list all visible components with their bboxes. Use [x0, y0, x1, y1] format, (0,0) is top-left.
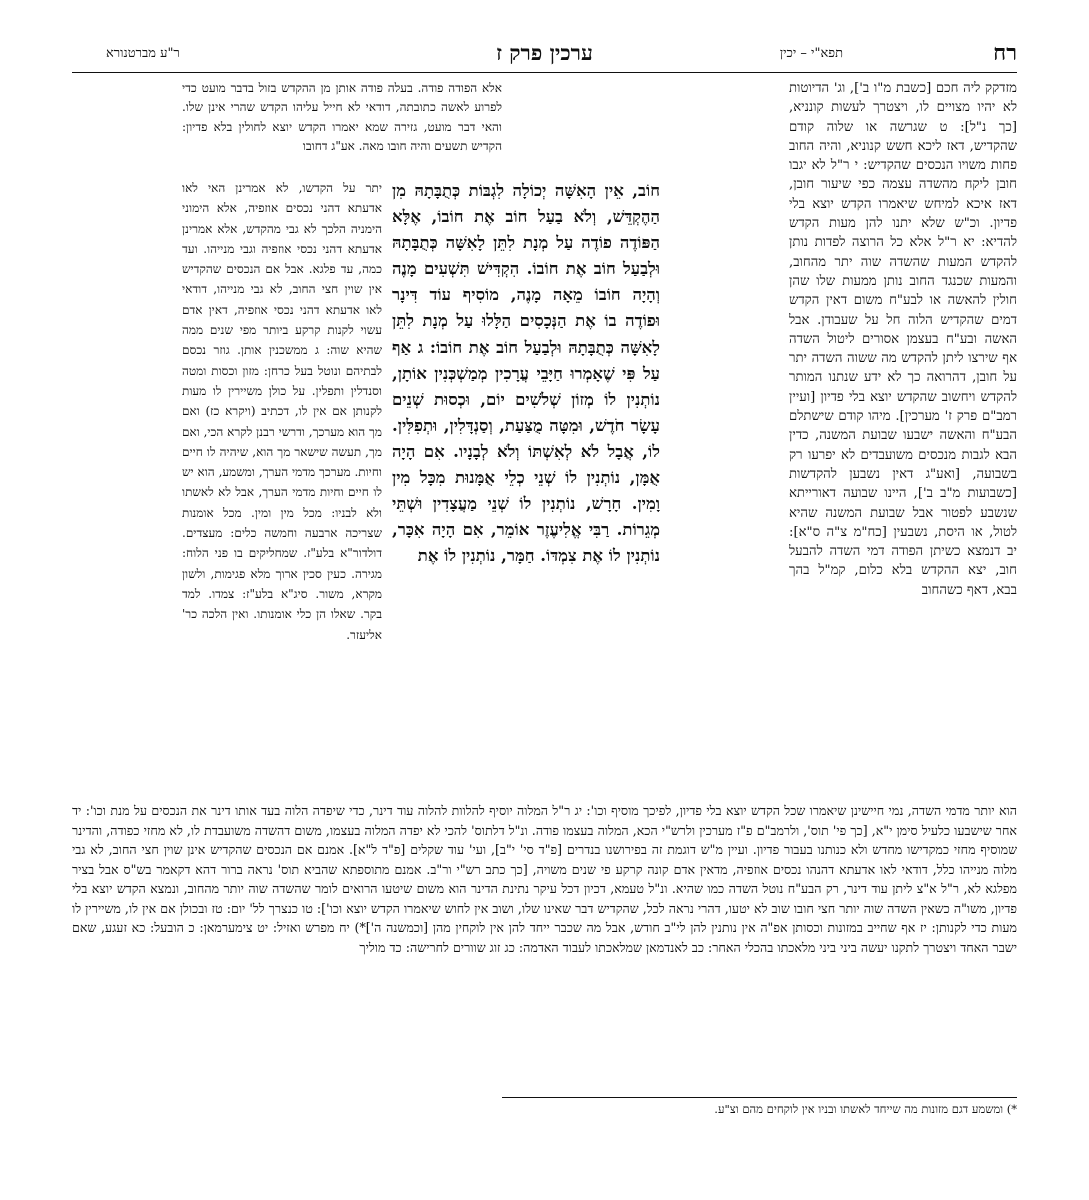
bottom-commentary — [72, 801, 1017, 1081]
footnote-rule — [502, 1097, 1017, 1098]
commentary-range: תפא"י – יכין — [779, 46, 843, 61]
commentary-name: ר"ע מברטנורא — [106, 46, 180, 61]
bartenura-top-text: אלא הפודה פודה. בעלה פודה אותן מן ההקדש בזול בדבר מועט כדי לפרוע לאשה כתובתה, דודאי לא חייל עליהו הקדש שהרי אינן שלו. והאי דבר מועט, גזירה שמא יאמרו הקדש יוצא לחולין בלא פדיון: הקדיש תשעים והיה חובו מאה. אע"ג דחובו — [182, 81, 502, 153]
header-rule — [72, 72, 1017, 73]
bartenura-side-text: יתר על הקדשו, לא אמרינן האי לאו אדעתא דהני נכסים אוזפיה, אלא הימוני הימניה הלכך לא גבי מהקדש, אלא אמרינן אדעתא דהני נכסי אוזפיה וגבי מנייהו. ועד כמה, עד פלגא. אבל אם הנכסים שהקדיש אין שוין חצי החוב, לא גבי מנייהו, דודאי לאו אדעתא דהני נכסי אוזפיה, דאין אדם עשוי לקנות קרקע ביותר מפי שנים ממה שהיא שוה: ג ממשכנין אותן. גוזר נכסם לבתיהם ונוטל בעל כרחן: מזון וכסות ומטה וסנדלין ותפלין. על כולן משיירין לו מעות לקנותן אם אין לו, דכתיב (ויקרא כז) ואם מך הוא מערכך, ודרשי רבנן לקרא הכי, ואם מך, תעשה שישאר מך הוא, שיהיה לו חיים וחיות. מערכך מדמי הערך, ומשמע, הוא יש לו חיים וחיות מדמי הערך, אבל לא לאשתו ולא לבניו: מכל מין ומין. מכל אומנות שצריכה ארבעה וחמשה כלים: מעצדים. דולדור"א בלע"ז. שמחליקים בו פני הלוח: מגירה. כעין סכין ארוך מלא פגימות, ולשון מקרא, משור. סיג"א בלע"ז: צמדו. למד בקר. שאלו הן כלי אומנותו. ואין הלכה כר' אליעזר. — [182, 181, 382, 642]
tiferet-yisrael-column — [789, 79, 1017, 801]
bartenura-top-block — [182, 79, 502, 156]
footnote: *) ומשמע דגם מזונות מה שייחד לאשתו ובניו אין לוקחים מהם וצ"ע. — [714, 1102, 1017, 1116]
tiferet-yisrael-text: מזדקק ליה חכם [כשבת מ"ו ב'], וג' הדיוטות לא יהיו מצויים לו, ויצטרך לעשות קונניא, [כך נ"ל]: ט שגרשה או שלוה קודם שהקדיש, דאז ליכא חשש קנוניא, והיה החוב פחות משויו הנכסים שהקדיש: י ר"ל לא יגבו חובן ליקח מהשדה עצמה כפי שיעור חובן, דאז איכא למיחש שיאמרו הקדש יוצא בלי פדיון. וכ"ש שלא יתנו להן מעות הקדש להדיא: יא ר"ל אלא כל הרוצה לפדות נותן להקדש המעות שהשדה שוה יתר מהחוב, והמעות שכנגד החוב נותן ממעות שלו שהן חולין להאשה או לבע"ח משום דאין הקדש דמים שהקדיש הלוה חל על שעבודן. אבל האשה ובע"ח בעצמן אסורים ליטול השדה אף שירצו ליתן להקדש מה ששוה השדה יתר על חובן, דהרואה כך לא ידע שנתנו המותר להקדש ויחשוב שהקדש יוצא בלי פדיון [ועיין רמב"ם פרק ז' מערכין]. מיהו קודם שישתלם הבע"ח והאשה ישבעו שבועת המשנה, כדין הבא לגבות מנכסים משועבדים לא יפרעו רק בשבועה, [ואע"ג דאין נשבען להקדשות [כשבועות מ"ב ב'], היינו שבועה דאורייתא שנשבע לפטור אבל שבועת המשנה שהיא לטול, או היסת, נשבעין [כח"מ צ"ה ס"א]: יב דנמצא כשיתן הפודה דמי השדה להבעל חוב, יצא ההקדש בלא כלום, קמ"ל בהך בבא, דאף כשהחוב — [789, 81, 1017, 598]
page-number: רח — [993, 40, 1017, 66]
mishnah-column — [392, 178, 660, 800]
tractate-title: ערכין פרק ז — [496, 40, 593, 65]
bartenura-side-column — [182, 178, 382, 800]
mishnah-text: חוֹב, אֵין הָאִשָּׁה יְכוֹלָה לִגְבּוֹת כְּתֻבָּתָהּ מִן הַהֶקְדֵּשׁ, וְלֹא בַעַל חוֹב אֶת חוֹבוֹ, אֶלָּא הַפּוֹדֶה פוֹדֶה עַל מְנָת לִתֵּן לָאִשָּׁה כְּתֻבָּתָהּ וּלְבַעַל חוֹב אֶת חוֹבוֹ. הִקְדִּישׁ תִּשְׁעִים מָנֶה וְהָיָה חוֹבוֹ מֵאָה מָנֶה, מוֹסִיף עוֹד דִּינָר וּפוֹדֶה בוֹ אֶת הַנְּכָסִים הַלָּלוּ עַל מְנָת לִתֵּן לָאִשָּׁה כְּתֻבָּתָהּ וּלְבַעַל חוֹב אֶת חוֹבוֹ: ג אַף עַל פִּי שֶׁאָמְרוּ חַיָּבֵי עֲרָכִין מְמַשְׁכְּנִין אוֹתָן, נוֹתְנִין לוֹ מְזוֹן שְׁלֹשִׁים יוֹם, וּכְסוּת שְׁנֵים עָשָׂר חֹדֶשׁ, וּמִטָּה מֻצַּעַת, וְסַנְדָּלִין, וּתְפִלִּין. לוֹ, אֲבָל לֹא לְאִשְׁתּוֹ וְלֹא לְבָנָיו. אִם הָיָה אֻמָּן, נוֹתְנִין לוֹ שְׁנֵי כְלֵי אֻמָּנוּת מִכָּל מִין וָמִין. חָרָשׁ, נוֹתְנִין לוֹ שְׁנֵי מַעֲצָדִין וּשְׁתֵּי מְגֵרוֹת. רַבִּי אֱלִיעֶזֶר אוֹמֵר, אִם הָיָה אִכָּר, נוֹתְנִין לוֹ אֶת צִמְדּוֹ. חַמָּר, נוֹתְנִין לוֹ אֶת — [392, 181, 660, 566]
bottom-commentary-text: הוא יותר מדמי השדה, נמי חיישינן שיאמרו שכל הקדש יוצא בלי פדיון, לפיכך מוסיף וכו': יג ר"ל המלוה יוסיף להלוות להלוה עוד דינר, כדי שיפדה הלוה בעד אותו דינר את הנכסים על מנת וכו': יד אחר שישבעו כלעיל סימן י"א, [כך פי' תוס', ולרמב"ם פ"ז מערכין ולרש"י הכא, המלוה בעצמו פודה. ונ"ל דלתוס' להכי לא יפדה המלוה בעצמו, משום דהשדה משועבדת לו, לא מחזי כפודה, והדינר שמוסיף מחזי כמקדישו מחדש ולא כנותנו בעבור פדיון. ועיין מ"ש דוגמת זה בפירושנו בנדרים [פ"ד סי' י"ב], ועי' עוד שקלים [פ"ד ל"א]. אמנם אם הנכסים שהקדיש אינן שוין חצי החוב, לא גבי מלוה מנייהו כלל, דודאי לאו אדעתא דהנהו נכסים אוזפיה, מדאין אדם קונה קרקע פי שנים משויה, [כך כתב רש"י ור"ב. אמנם מתוספתא שהביא תוס' נראה ברור דהא דקאמר בש"ס אבל בציר מפלגא לא, ר"ל א"צ ליתן עוד דינר, רק הבע"ח נוטל השדה כמו שהיא. ונ"ל טעמא, דכיון דכל עיקר נתינת הדינר הוא משום שיטעו הרואים לומר שהשדה שוה יותר מהחוב, ונמצא הקדש יוצא בלי פדיון, משו"ה כשאין השדה שוה יותר חצי חובו שוב לא יטעו, דהרי נראה לכל, שהקדיש דבר שאינו שלו, ושוב אין לחוש שיאמרו הקדש יוצא וכו']: טו כנצרך לל' יום: טז ובכולן אם אין לו, משיירין לו מעות כדי לקנותן: יז אף שחייב במזונות וכסותן אפ"ה אין נותנין להן לי"ב חודש, אבל מה שכבר ייחד להן אין לוקחין מהן [וכמשנה ה']*) יח מפרש ואזיל: יט צימערמאן: כ הובעל: כא זעגע, שאם ישבר האחד ויצטרך לתקנו יעשה ביני ביני מלאכתו בהכלי האחר: כב לאנדמאן שמלאכתו לעבוד האדמה: כג זוג שוורים לחרישה: כד מוליך — [72, 803, 1017, 955]
page-header — [72, 40, 1017, 68]
